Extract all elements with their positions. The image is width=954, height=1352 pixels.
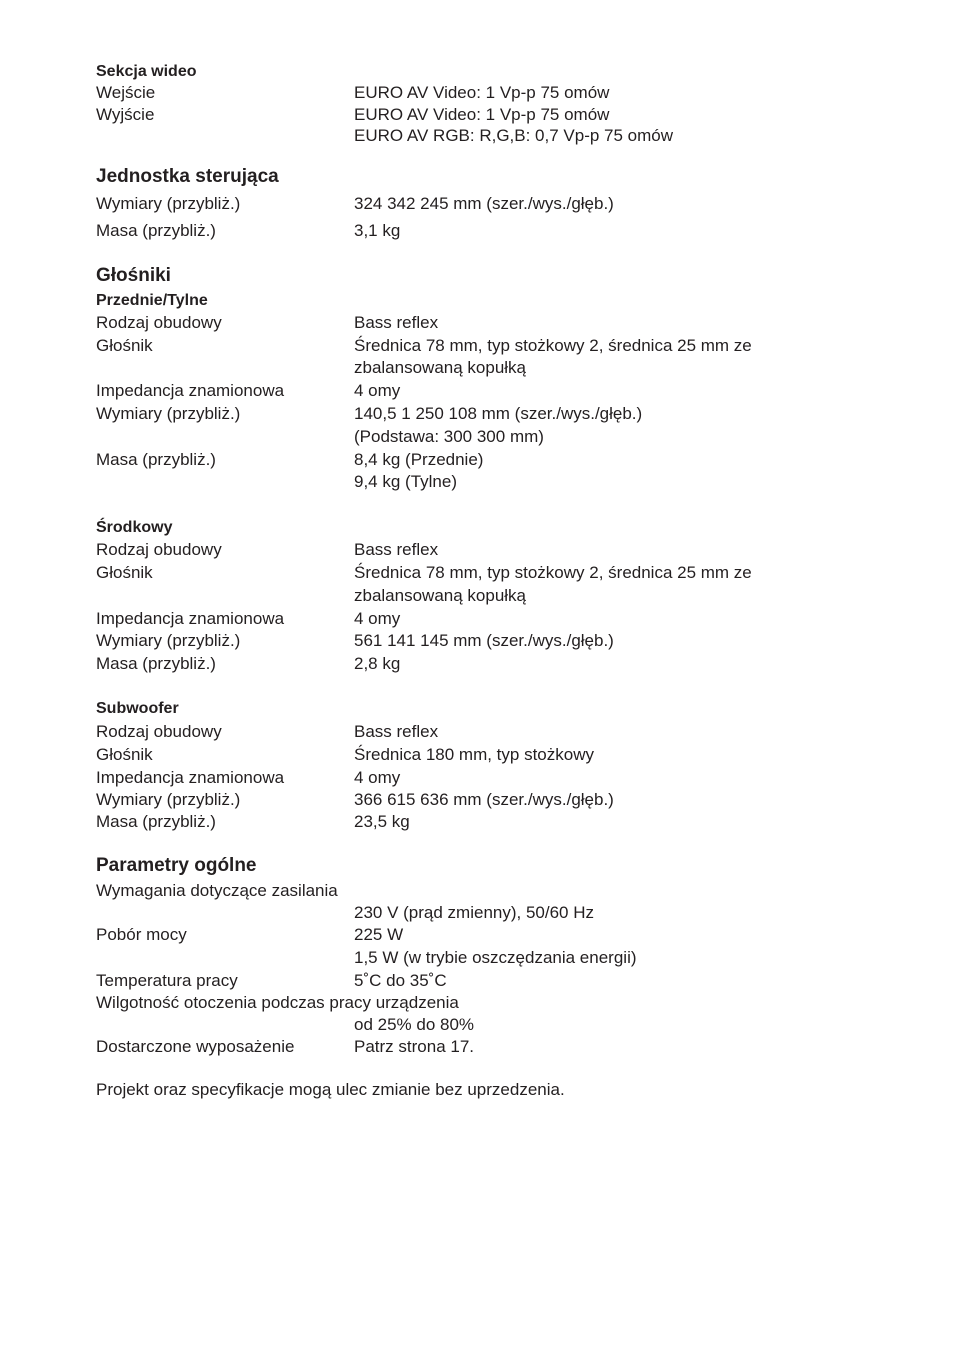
subwoofer-dim-value: 366 615 636 mm (szer./wys./głęb.) <box>354 790 614 809</box>
power-requirements-value: 230 V (prąd zmienny), 50/60 Hz <box>354 903 595 922</box>
front-rear-enclosure-value: Bass reflex <box>354 313 439 332</box>
video-input-label: Wejście <box>96 83 156 102</box>
front-rear-dim-label: Wymiary (przybliż.) <box>96 404 241 423</box>
front-rear-dim-value: 140,5 1 250 108 mm (szer./wys./głęb.) <box>354 404 643 423</box>
control-dim-value: 324 342 245 mm (szer./wys./głęb.) <box>354 194 614 213</box>
video-section-title: Sekcja wideo <box>96 63 197 80</box>
front-rear-driver-value: Średnica 78 mm, typ stożkowy 2, średnica 25 mm ze <box>354 336 752 355</box>
footer-note: Projekt oraz specyfikacje mogą ulec zmianie bez uprzedzenia. <box>96 1080 565 1099</box>
power-consumption-value: 225 W <box>354 925 404 944</box>
subwoofer-dim-label: Wymiary (przybliż.) <box>96 790 241 809</box>
subwoofer-enclosure-value: Bass reflex <box>354 722 439 741</box>
video-output-label: Wyjście <box>96 105 155 124</box>
center-dim-value: 561 141 145 mm (szer./wys./głęb.) <box>354 631 614 650</box>
operating-temp-value: 5˚C do 35˚C <box>354 971 447 990</box>
front-rear-impedance-value: 4 omy <box>354 381 401 400</box>
front-rear-enclosure-label: Rodzaj obudowy <box>96 313 222 332</box>
subwoofer-mass-value: 23,5 kg <box>354 812 410 831</box>
front-rear-title: Przednie/Tylne <box>96 292 208 309</box>
operating-temp-label: Temperatura pracy <box>96 971 238 990</box>
center-title: Środkowy <box>96 519 173 536</box>
center-driver-value-cont: zbalansowaną kopułką <box>354 586 527 605</box>
center-enclosure-label: Rodzaj obudowy <box>96 540 222 559</box>
front-rear-impedance-label: Impedancja znamionowa <box>96 381 285 400</box>
speakers-title: Głośniki <box>96 265 171 286</box>
power-requirements-label: Wymagania dotyczące zasilania <box>96 881 338 900</box>
general-title: Parametry ogólne <box>96 855 257 876</box>
center-mass-label: Masa (przybliż.) <box>96 654 216 673</box>
front-rear-mass-label: Masa (przybliż.) <box>96 450 216 469</box>
operating-humidity-label: Wilgotność otoczenia podczas pracy urządzenia <box>96 993 459 1012</box>
center-dim-label: Wymiary (przybliż.) <box>96 631 241 650</box>
control-unit-title: Jednostka sterująca <box>96 166 279 187</box>
video-output-rgb-value: EURO AV RGB: R,G,B: 0,7 Vp-p 75 omów <box>354 126 674 145</box>
center-mass-value: 2,8 kg <box>354 654 401 673</box>
subwoofer-impedance-value: 4 omy <box>354 768 401 787</box>
front-mass-value: 8,4 kg (Przednie) <box>354 450 484 469</box>
video-input-value: EURO AV Video: 1 Vp-p 75 omów <box>354 83 610 102</box>
front-rear-driver-label: Głośnik <box>96 336 153 355</box>
front-rear-base-value: (Podstawa: 300 300 mm) <box>354 427 544 446</box>
front-rear-driver-value-cont: zbalansowaną kopułką <box>354 358 527 377</box>
subwoofer-impedance-label: Impedancja znamionowa <box>96 768 285 787</box>
center-enclosure-value: Bass reflex <box>354 540 439 559</box>
control-mass-label: Masa (przybliż.) <box>96 221 216 240</box>
subwoofer-enclosure-label: Rodzaj obudowy <box>96 722 222 741</box>
subwoofer-driver-value: Średnica 180 mm, typ stożkowy <box>354 745 594 764</box>
power-consumption-label: Pobór mocy <box>96 925 187 944</box>
operating-humidity-value: od 25% do 80% <box>354 1015 475 1034</box>
video-output-value: EURO AV Video: 1 Vp-p 75 omów <box>354 105 610 124</box>
standby-consumption-value: 1,5 W (w trybie oszczędzania energii) <box>354 948 637 967</box>
accessories-label: Dostarczone wyposażenie <box>96 1037 295 1056</box>
rear-mass-value: 9,4 kg (Tylne) <box>354 472 457 491</box>
accessories-value: Patrz strona 17. <box>354 1037 475 1056</box>
center-driver-value: Średnica 78 mm, typ stożkowy 2, średnica 25 mm ze <box>354 563 752 582</box>
center-impedance-label: Impedancja znamionowa <box>96 609 285 628</box>
control-dim-label: Wymiary (przybliż.) <box>96 194 241 213</box>
control-mass-value: 3,1 kg <box>354 221 401 240</box>
center-impedance-value: 4 omy <box>354 609 401 628</box>
center-driver-label: Głośnik <box>96 563 153 582</box>
subwoofer-driver-label: Głośnik <box>96 745 153 764</box>
subwoofer-mass-label: Masa (przybliż.) <box>96 812 216 831</box>
subwoofer-title: Subwoofer <box>96 700 179 717</box>
